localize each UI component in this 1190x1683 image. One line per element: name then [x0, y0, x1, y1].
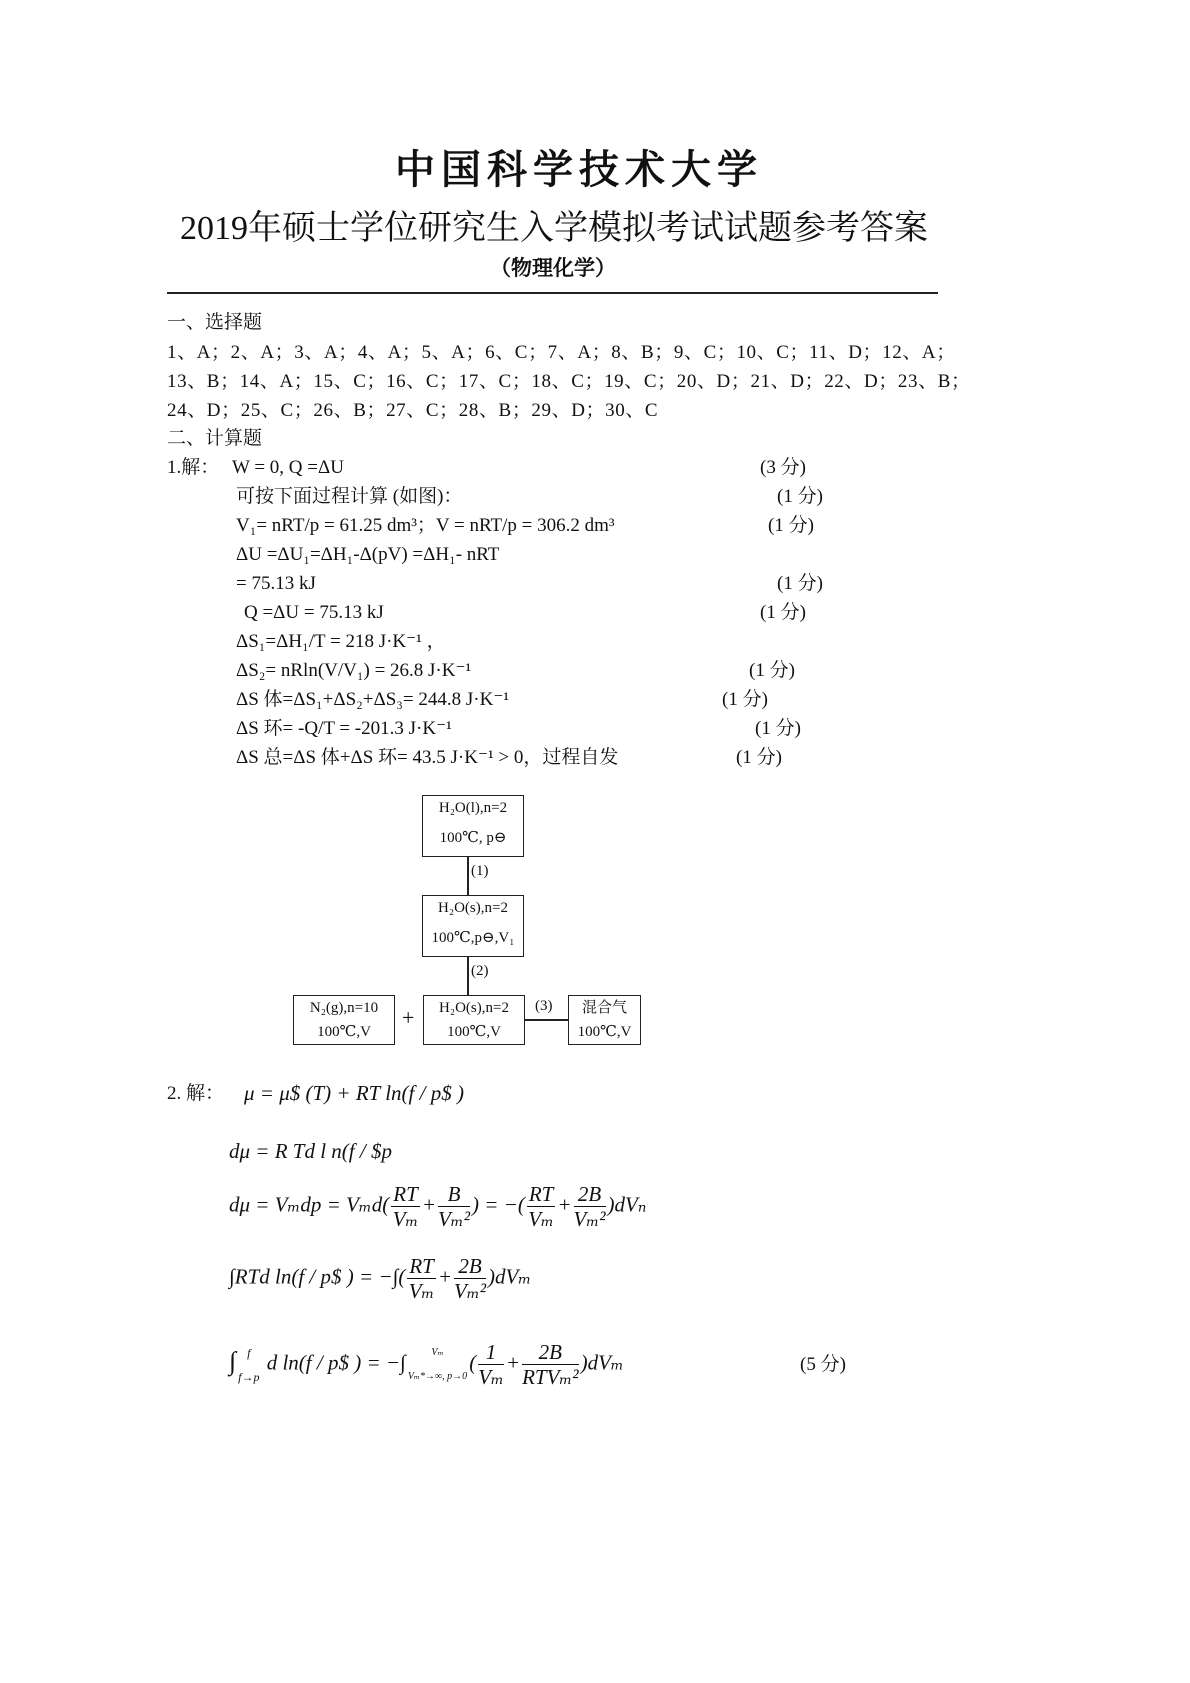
solution-line: 可按下面过程计算 (如图)：	[236, 486, 463, 507]
equation: dμ = Vₘdp = Vₘd( $\frac{RT}{\text{Vₘ}}$ + $\frac{B}{\text{Vₘ²}}$ ) = −( $\frac{RT}{\text{Vₘ}}$ + $\frac{2B}{\text{Vₘ²}}$ )dVₙ	[229, 1182, 647, 1231]
solution-line: ΔS₂= nRln(V/V₁) = 26.8 J·K⁻¹	[236, 660, 472, 681]
solution-line: V₁= nRT/p = 61.25 dm³；V = nRT/p = 306.2 dm³	[236, 515, 615, 536]
subject-label: （物理化学）	[490, 256, 616, 280]
solution-line: ΔS 环= -Q/T = -201.3 J·K⁻¹	[236, 718, 452, 739]
solution-line: ΔU =ΔU₁=ΔH₁-Δ(pV) =ΔH₁- nRT	[236, 544, 500, 565]
answer-line: 13、B；14、A；15、C；16、C；17、C；18、C；19、C；20、D；21、D；22、D；23、B；	[167, 371, 971, 392]
solution-line: W = 0, Q =ΔU	[232, 457, 344, 478]
arrow	[467, 857, 469, 895]
arrow	[467, 957, 469, 995]
solution-line: ΔS 体=ΔS₁+ΔS₂+ΔS₃= 244.8 J·K⁻¹	[236, 689, 510, 710]
score: (1 分)	[749, 660, 795, 681]
answer-line: 24、D；25、C；26、B；27、C；28、B；29、D；30、C	[167, 400, 659, 421]
equation: μ = μ$ (T) + RT ln(f / p$ )	[244, 1081, 464, 1105]
solution-line: ΔS₁=ΔH₁/T = 218 J·K⁻¹ ，	[236, 631, 446, 652]
equation: ∫ f f→p d ln(f / p$ ) = −∫ Vₘ Vₘ*→∞, p→0 ( $\frac{1}{\text{Vₘ}}$ + $\frac{2B}{\text{RTVₘ²}}$ )dVₘ	[229, 1340, 624, 1389]
score: (1 分)	[768, 515, 814, 536]
equation: ∫RTd ln(f / p$ ) = −∫( $\frac{RT}{\text{Vₘ}}$ + $\frac{2B}{\text{Vₘ²}}$ )dVₘ	[229, 1254, 532, 1303]
score: (1 分)	[736, 747, 782, 768]
document-title: 2019年硕士学位研究生入学模拟考试试题参考答案	[180, 210, 928, 247]
section-heading: 二、计算题	[167, 428, 263, 449]
state-box: H₂O(s),n=2 100℃,p⊖,V₁	[422, 895, 524, 957]
solution-line: Q =ΔU = 75.13 kJ	[244, 602, 384, 623]
state-box: H₂O(s),n=2 100℃,V	[423, 995, 525, 1045]
score: (1 分)	[760, 602, 806, 623]
score: (3 分)	[760, 457, 806, 478]
state-box: 混合气 100℃,V	[568, 995, 641, 1045]
question-label: 1.解：	[167, 457, 220, 478]
score: (1 分)	[755, 718, 801, 739]
score: (5 分)	[800, 1354, 846, 1375]
state-box: H₂O(l),n=2 100℃, p⊖	[422, 795, 524, 857]
solution-line: = 75.13 kJ	[236, 573, 316, 594]
section-heading: 一、选择题	[167, 312, 263, 333]
score: (1 分)	[777, 573, 823, 594]
question-label: 2. 解：	[167, 1083, 225, 1104]
equation: dμ = R Td l n(f / $p	[229, 1139, 392, 1163]
state-box: N₂(g),n=10 100℃,V	[293, 995, 395, 1045]
university-logo-text: 中国科学技术大学	[395, 146, 763, 193]
step-label: (2)	[471, 963, 489, 979]
solution-line: ΔS 总=ΔS 体+ΔS 环= 43.5 J·K⁻¹ > 0，过程自发	[236, 747, 619, 768]
step-label: (3)	[535, 998, 553, 1014]
plus-sign: +	[402, 1005, 415, 1030]
score: (1 分)	[722, 689, 768, 710]
answer-line: 1、A；2、A；3、A；4、A；5、A；6、C；7、A；8、B；9、C；10、C；11、D；12、A；	[167, 342, 956, 363]
score: (1 分)	[777, 486, 823, 507]
divider	[167, 292, 938, 294]
arrow	[524, 1019, 568, 1021]
step-label: (1)	[471, 863, 489, 879]
